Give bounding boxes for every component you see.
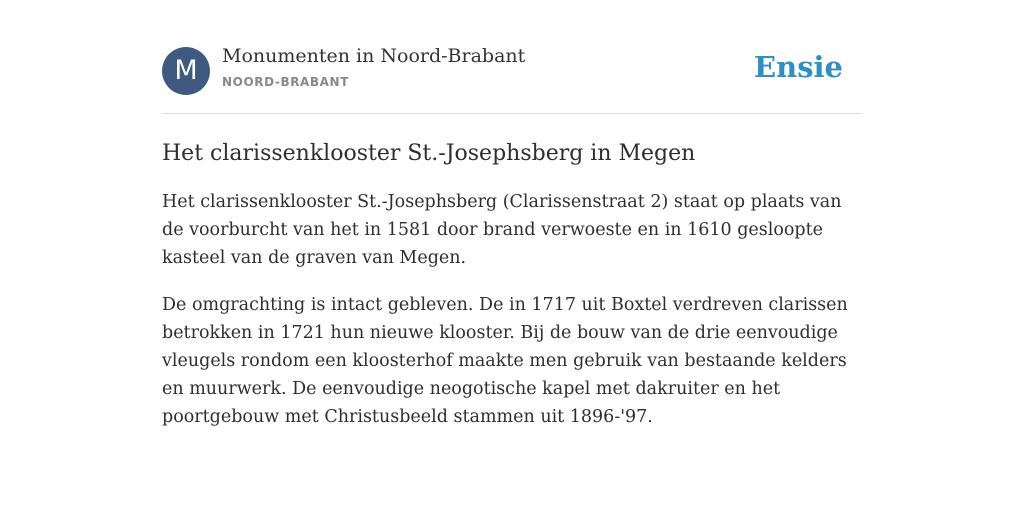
article-title: Het clarissenklooster St.-Josephsberg in Megen [162,141,696,166]
author-name[interactable]: Monumenten in Noord-Brabant [222,45,526,67]
article-paragraph-2: De omgrachting is intact gebleven. De in 1717 uit Boxtel verdreven clarissen betrokken in 1721 hun nieuwe klooster. Bij de bouw van de drie eenvoudige vleugels rondom een kloosterhof maakte men gebruik van bestaande kelders en muurwerk. De eenvoudige neogotische kapel met dakruiter en het poortgebouw met Christusbeeld stammen uit 1896-'97. [162,295,848,427]
brand-logo[interactable]: Ensie [754,50,843,84]
article-header [162,0,862,114]
author-region: NOORD-BRABANT [222,75,349,89]
author-avatar[interactable]: M [162,47,210,95]
article-card [162,0,862,431]
article-paragraph-1: Het clarissenklooster St.-Josephsberg (Clarissenstraat 2) staat op plaats van de voorburcht van het in 1581 door brand verwoeste en in 1610 gesloopte kasteel van de graven van Megen. [162,192,842,268]
